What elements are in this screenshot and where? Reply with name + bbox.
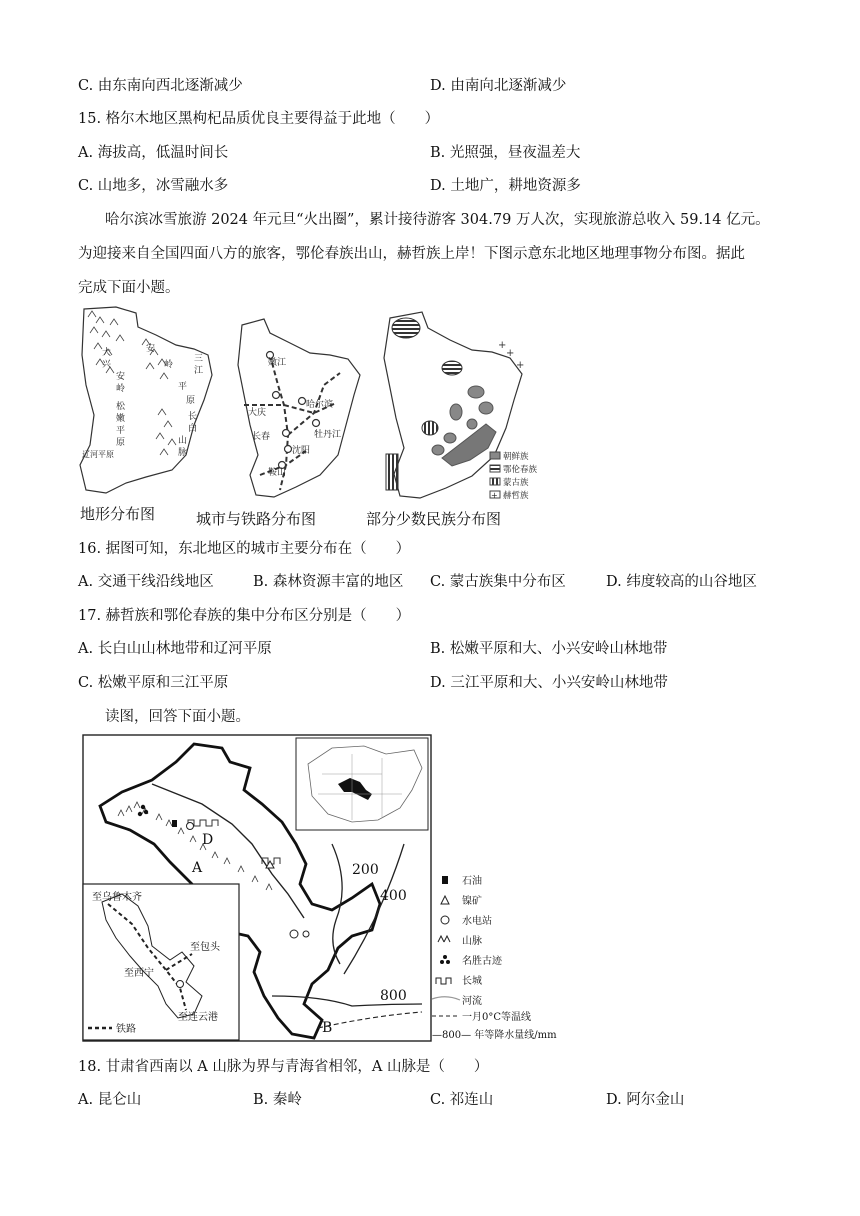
q16-stem: 16. 据图可知，东北地区的城市主要分布在（ ） — [78, 541, 411, 557]
svg-text:+: + — [506, 348, 515, 359]
q18-option-d: D. 阿尔金山 — [606, 1092, 685, 1108]
isohyet-200: 200 — [352, 862, 379, 878]
svg-text:+: + — [516, 360, 525, 371]
q14-option-d: D. 由南向北逐渐减少 — [430, 78, 567, 94]
passage2: 读图，回答下面小题。 — [105, 709, 250, 725]
inset-xining: 至西宁 — [124, 968, 154, 979]
legend-nickel: 镍矿 — [462, 896, 482, 907]
label-liaohe: 辽河平原 — [82, 450, 114, 459]
minority-map — [376, 308, 556, 506]
inset-urumqi: 至乌鲁木齐 — [92, 892, 142, 903]
q17-option-c: C. 松嫩平原和三江平原 — [78, 675, 229, 691]
inset-railway: 铁路 — [116, 1024, 136, 1035]
isohyet-800: 800 — [380, 988, 407, 1004]
legend-heritage: 名胜古迹 — [462, 956, 502, 967]
legend-oil: 石油 — [462, 876, 482, 887]
label-jiang: 江 — [194, 366, 204, 376]
legend-greatwall: 长城 — [462, 976, 482, 987]
svg-text:+: + — [491, 491, 498, 500]
city-nenjiang: 嫩江 — [268, 358, 287, 368]
q18-option-b: B. 秦岭 — [253, 1092, 302, 1108]
city-railway-map — [230, 315, 370, 505]
q15-option-c: C. 山地多，冰雪融水多 — [78, 178, 229, 194]
label-san: 三 — [194, 354, 204, 364]
passage1-line1: 哈尔滨冰雪旅游 2024 年元旦“火出圈”，累计接待游客 304.79 万人次，实现旅游总收入 59.14 亿元。 — [105, 212, 770, 228]
q15-option-d: D. 土地广，耕地资源多 — [430, 178, 581, 194]
inset-lianyungang: 至连云港 — [178, 1012, 218, 1023]
city-changchun: 长春 — [252, 432, 271, 442]
q15-option-b: B. 光照强，昼夜温差大 — [430, 145, 581, 161]
label-mai: 脉 — [178, 448, 188, 458]
q18-stem: 18. 甘肃省西南以 A 山脉为界与青海省相邻，A 山脉是（ ） — [78, 1059, 489, 1075]
label-chang: 长 — [188, 412, 198, 422]
caption-minority: 部分少数民族分布图 — [366, 510, 502, 528]
label-xing: 兴 — [102, 360, 112, 370]
isohyet-400: 400 — [380, 888, 407, 904]
q17-option-d: D. 三江平原和大、小兴安岭山林地带 — [430, 675, 668, 691]
label-song-ping: 平 — [116, 426, 126, 436]
point-b: B — [322, 1020, 333, 1036]
q16-option-c: C. 蒙古族集中分布区 — [430, 574, 566, 590]
q16-option-b: B. 森林资源丰富的地区 — [253, 574, 404, 590]
legend-isotherm: 一月0°C等温线 — [462, 1012, 532, 1023]
legend-river: 河流 — [462, 996, 482, 1007]
legend-mountain: 山脉 — [462, 936, 482, 947]
caption-terrain: 地形分布图 — [80, 505, 156, 523]
q17-option-a: A. 长白山山林地带和辽河平原 — [78, 641, 272, 657]
legend-isohyet: —800— 年等降水量线/mm — [432, 1030, 557, 1041]
city-mudanjiang: 牡丹江 — [314, 430, 342, 440]
label-nen: 嫩 — [116, 414, 126, 424]
city-harbin: 哈尔滨 — [306, 400, 334, 410]
point-a: A — [192, 860, 203, 876]
legend-elunchun: 鄂伦春族 — [503, 465, 538, 475]
caption-city: 城市与铁路分布图 — [196, 510, 317, 528]
q17-option-b: B. 松嫩平原和大、小兴安岭山林地带 — [430, 641, 668, 657]
legend-chaoxian: 朝鲜族 — [503, 452, 529, 462]
q14-option-c: C. 由东南向西北逐渐减少 — [78, 78, 243, 94]
q15-option-a: A. 海拔高，低温时间长 — [78, 145, 229, 161]
label-ling: 岭 — [116, 384, 126, 394]
q16-option-d: D. 纬度较高的山谷地区 — [606, 574, 757, 590]
inset-baotou: 至包头 — [190, 942, 220, 953]
label-xiao-an: 安 — [146, 344, 156, 354]
gansu-map — [82, 734, 572, 1044]
label-shan: 山 — [178, 436, 188, 446]
city-daqing: 大庆 — [248, 408, 267, 418]
legend-hydro: 水电站 — [462, 916, 492, 927]
city-shenyang: 沈阳 — [292, 446, 311, 456]
label-yuan: 原 — [186, 396, 196, 406]
label-song: 松 — [116, 402, 126, 412]
label-an: 安 — [116, 372, 126, 382]
legend-hezhe: 赫哲族 — [503, 491, 529, 501]
label-daxing: 大 — [102, 348, 112, 358]
label-song-yuan: 原 — [116, 438, 126, 448]
passage1-line2: 为迎接来自全国四面八方的旅客，鄂伦春族出山，赫哲族上岸！下图示意东北地区地理事物分布图。据此 — [78, 246, 745, 262]
q17-stem: 17. 赫哲族和鄂伦春族的集中分布区分别是（ ） — [78, 608, 411, 624]
label-bai: 白 — [188, 424, 198, 434]
q18-option-c: C. 祁连山 — [430, 1092, 494, 1108]
legend-menggu: 蒙古族 — [503, 478, 529, 488]
point-d: D — [202, 832, 214, 848]
label-ping: 平 — [178, 382, 188, 392]
q18-option-a: A. 昆仑山 — [78, 1092, 142, 1108]
city-anshan: 鞍山 — [268, 468, 287, 478]
label-xiao-ling: 岭 — [164, 360, 174, 370]
terrain-map — [76, 305, 216, 500]
q15-stem: 15. 格尔木地区黑枸杞品质优良主要得益于此地（ ） — [78, 111, 440, 127]
passage1-line3: 完成下面小题。 — [78, 280, 180, 296]
svg-text:+: + — [498, 340, 507, 351]
q16-option-a: A. 交通干线沿线地区 — [78, 574, 214, 590]
